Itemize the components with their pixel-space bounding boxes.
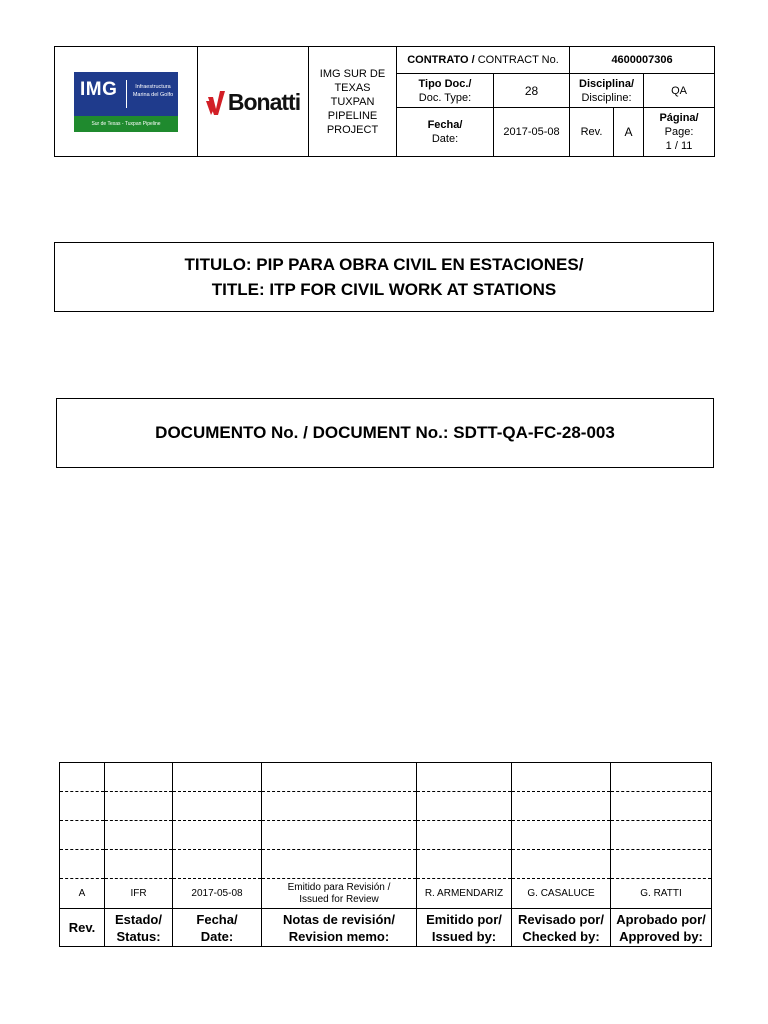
status-header: Estado/ Status: [105, 909, 173, 947]
table-row [60, 792, 712, 821]
bonatti-logo [198, 87, 308, 117]
date-label: Fecha/ Date: [397, 108, 494, 157]
header-table [54, 46, 715, 157]
project-name [309, 47, 397, 157]
date-value: 2017-05-08 [494, 108, 570, 157]
img-logo-subtitle: Infraestructura Marina del Golfo [132, 83, 174, 98]
document-number: DOCUMENTO No. / DOCUMENT No.: SDTT-QA-FC-28-003 [155, 423, 615, 442]
date-header: Fecha/ Date: [173, 909, 262, 947]
table-row [60, 763, 712, 792]
discipline-label: Disciplina/ Discipline: [570, 74, 644, 108]
rev-label: Rev. [570, 108, 614, 157]
date-cell: 2017-05-08 [173, 879, 262, 909]
memo-cell: Emitido para Revisión / Issued for Review [262, 879, 417, 909]
project-line: TEXAS [334, 81, 371, 94]
img-logo-word: IMG [80, 78, 118, 100]
checked-by-header: Revisado por/ Checked by: [512, 909, 611, 947]
rev-cell: A [60, 879, 105, 909]
table-header-row [60, 909, 712, 947]
contract-number: 4600007306 [570, 47, 715, 74]
issued-by-header: Emitido por/ Issued by: [417, 909, 512, 947]
doc-type-value: 28 [494, 74, 570, 108]
title-spanish: TITULO: PIP PARA OBRA CIVIL EN ESTACIONES/ [184, 255, 584, 274]
revision-table [59, 762, 712, 947]
contract-label: CONTRATO / CONTRACT No. [397, 47, 570, 74]
status-cell: IFR [105, 879, 173, 909]
img-logo [74, 72, 178, 132]
doc-type-label: Tipo Doc./ Doc. Type: [397, 74, 494, 108]
table-row [60, 850, 712, 879]
discipline-value: QA [644, 74, 715, 108]
page-number: 1 / 11 [665, 140, 693, 152]
project-line: IMG SUR DE [319, 67, 386, 80]
document-number-box [56, 398, 714, 468]
checked-by-cell: G. CASALUCE [512, 879, 611, 909]
bonatti-mark-icon [206, 87, 226, 117]
table-row [60, 821, 712, 850]
memo-header: Notas de revisión/ Revision memo: [262, 909, 417, 947]
img-logo-tagline: Sur de Texas - Tuxpan Pipeline [74, 116, 178, 132]
title-box [54, 242, 714, 312]
page-cell: Página/ Page: 1 / 11 [644, 108, 715, 157]
table-row [60, 879, 712, 909]
issued-by-cell: R. ARMENDARIZ [417, 879, 512, 909]
approved-by-cell: G. RATTI [611, 879, 712, 909]
rev-value: A [614, 108, 644, 157]
title-english: TITLE: ITP FOR CIVIL WORK AT STATIONS [211, 280, 557, 299]
project-line: PROJECT [326, 123, 379, 136]
img-logo-cell [55, 47, 198, 157]
bonatti-logo-cell [198, 47, 309, 157]
rev-header: Rev. [60, 909, 105, 947]
approved-by-header: Aprobado por/ Approved by: [611, 909, 712, 947]
project-line: PIPELINE [327, 109, 378, 122]
project-line: TUXPAN [330, 95, 375, 108]
bonatti-word: Bonatti [227, 88, 301, 115]
